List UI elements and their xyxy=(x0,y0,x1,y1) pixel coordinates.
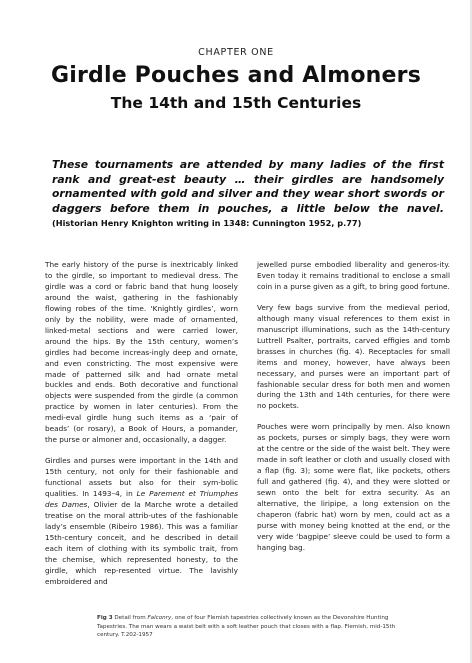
epigraph-citation: (Historian Henry Knighton writing in 1348: Cunnington 1952, p.77) xyxy=(52,218,362,229)
chapter-subtitle: The 14th and 15th Centuries xyxy=(110,94,362,112)
body-paragraph xyxy=(45,456,238,587)
figure-label: Fig 3 xyxy=(97,615,113,621)
body-paragraph: The early history of the purse is inextricably linked to the girdle, so important to medieval dress. The girdle was a cord or fabric band that hung loosely around the waist, gathering in the fashionably flowing robes of the time. ‘Knightly girdles’, worn only by the nobility, were made of ornamented, linked-metal sections and were carried lower, around the hips. By the 15th century, women’s girdles had become increas-ingly deep and ornate, and even constricting. The most expensive were made of patterned silk and had ornate metal buckles and ends. Both decorative and functional objects were suspended from the girdle (a common practice by women in later centuries). From the medi-eval girdle hung such items as a ‘pair of beads’ (or rosary), a Book of Hours, a pomander, the purse or almoner and, occasionally, a dagger. xyxy=(45,260,238,445)
caption-text: Detail from xyxy=(112,615,148,621)
chapter-label: CHAPTER ONE xyxy=(198,47,274,58)
body-paragraph: jewelled purse embodied liberality and generos-ity. Even today it remains traditional to enclose a small coin in a purse given as a gift, to bring good fortune. xyxy=(257,260,450,291)
paragraph-text: Girdles and purses were important in the 14th and 15th century, not only for their fashionable and functional assets but also for their sym-bolic qualities. In 1493–4, in xyxy=(45,456,238,499)
left-column xyxy=(45,260,238,598)
figure-caption xyxy=(97,614,397,640)
body-paragraph: Pouches were worn principally by men. Also known as pockets, purses or simply bags, they were worn at the centre or the side of the waist belt. They were made in soft leather or cloth and usually closed with a flap (fig. 3); some were flat, like pockets, others full and gathered (fig. 4), and they were slotted or sewn onto the belt for extra security. As an alternative, the liripipe, a long extension on the chaperon (fabric hat) worn by men, could act as a purse with money being knotted at the end, or the very wide ‘bagpipe’ sleeve could be used to form a hanging bag. xyxy=(257,422,450,552)
epigraph-quote: These tournaments are attended by many ladies of the first rank and great-est beauty … their girdles are handsomely ornamented with gold and silver and they wear short swords or daggers before them in pouches, a little below the navel. xyxy=(52,158,444,215)
right-column xyxy=(257,260,450,564)
paragraph-text: , Olivier de la Marche wrote a detailed treatise on the moral attrib-utes of the fashionable lady’s ensemble (Ribeiro 1986). This was a familiar 15th-century conceit, and he described in detail each item of clothing with its symbolic trait, from the chemise, which represented honesty, to the girdle, which rep-resented virtue. The lavishly embroidered and xyxy=(45,500,238,586)
work-title: Le Parement et Triumphes des Dames xyxy=(45,489,238,510)
caption-text: , one of four Flemish tapestries collectively known as the Devonshire Hunting Tapestries. The man wears a waist belt with a soft leather pouch that closes with a flap. Flemish, mid-15th century. T.202-1957 xyxy=(97,615,396,639)
epigraph xyxy=(52,158,444,231)
work-title: Falconry xyxy=(147,615,172,621)
chapter-title: Girdle Pouches and Almoners xyxy=(50,63,422,88)
body-paragraph: Very few bags survive from the medieval period, although many visual references to them exist in manuscript illuminations, such as the 14th-century Luttrell Psalter, portraits, carved effigies and tomb brasses in churches (fig. 4). Receptacles for small items and money, however, have always been necessary, and purses were an important part of fashionable secular dress for both men and women during the 13th and 14th centuries, for there were no pockets. xyxy=(257,302,450,411)
